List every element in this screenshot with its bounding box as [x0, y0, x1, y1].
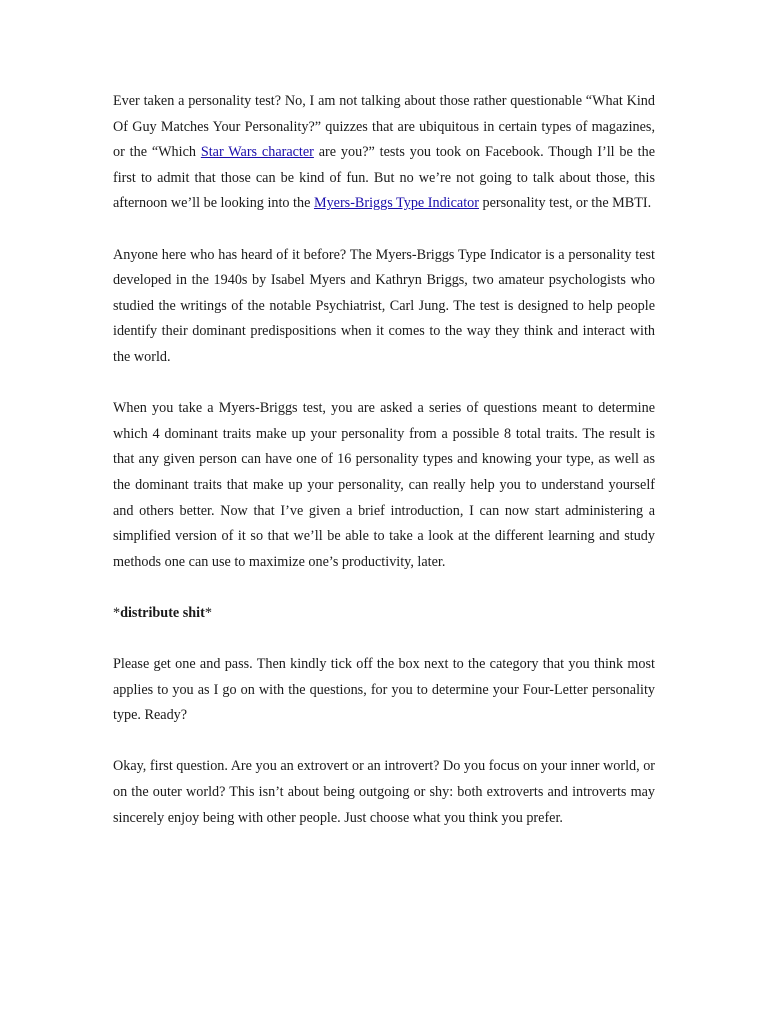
paragraph-intro-text-3: personality test, or the MBTI.: [478, 195, 652, 212]
paragraph-first-question: Okay, first question. Are you an extrovert or an introvert? Do you focus on your inner world, or on the outer world? This isn’t about being outgoing or shy: both extroverts and introverts may sincerely enjoy being with other people. Just choose what you think you prefer.: [113, 758, 656, 826]
paragraph-stage-direction: [113, 601, 655, 627]
myers-briggs-link[interactable]: Myers-Briggs Type Indicator: [313, 195, 479, 212]
stage-direction-text: distribute shit: [120, 604, 205, 621]
paragraph-intro-text-2: are you?” tests you took on Facebook. Though I’ll be the first to admit that those can be kind of fun. But no we’re not going to talk about those, this afternoon we’ll be looking into the: [113, 144, 656, 212]
paragraph-intro-text-1: Ever taken a personality test? No, I am not talking about those rather questionable “What Kind Of Guy Matches Your Personality?” quizzes that are ubiquitous in certain types of magazines, or the “Which: [113, 93, 655, 161]
paragraph-intro: [113, 89, 655, 217]
stage-direction-close: *: [204, 604, 212, 621]
paragraph-test-explanation: When you take a Myers-Briggs test, you are asked a series of questions meant to determine which 4 dominant traits make up your personality from a possible 8 total traits. The result is that any given person can have one of 16 personality types and knowing your type, as well as the dominant traits that make up your personality, can really help you to understand yourself and others better. Now that I’ve given a brief introduction, I can now start administering a simplified version of it so that we’ll be able to take a look at the different learning and study methods one can use to maximize one’s productivity, later.: [113, 400, 655, 570]
document-body: [113, 89, 655, 831]
paragraph-instructions: Please get one and pass. Then kindly tick off the box next to the category that you think most applies to you as I go on with the questions, for you to determine your Four-Letter personality type. Ready?: [113, 656, 655, 724]
paragraph-mbti-history: Anyone here who has heard of it before? The Myers-Briggs Type Indicator is a personality test developed in the 1940s by Isabel Myers and Kathryn Briggs, two amateur psychologists who studied the writings of the notable Psychiatrist, Carl Jung. The test is designed to help people identify their dominant predispositions when it comes to the way they think and interact with the world.: [113, 246, 655, 365]
stage-direction-open: *: [113, 604, 121, 621]
star-wars-character-link[interactable]: Star Wars character: [200, 144, 314, 161]
